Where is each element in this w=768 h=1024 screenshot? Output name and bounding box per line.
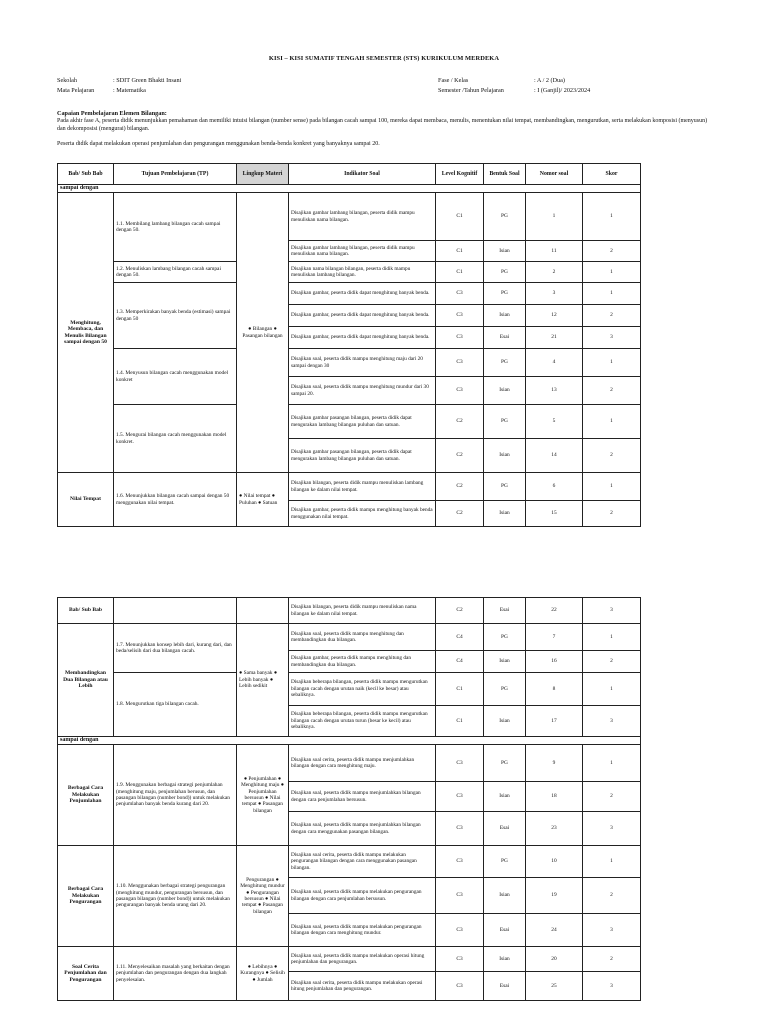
- header-bab-continued: Bab/ Sub Bab: [58, 598, 114, 624]
- level-cell: C1: [436, 673, 484, 706]
- skor-cell: 1: [583, 283, 641, 305]
- level-cell: C3: [436, 305, 484, 327]
- section-label: sampai dengan: [58, 737, 641, 745]
- indikator-cell: Disajikan bilangan, peserta didik mampu menuliskan nama bilangan ke dalam nilai tempat.: [289, 598, 436, 624]
- empty-lm-cell: [237, 598, 289, 624]
- bentuk-cell: PG: [484, 283, 526, 305]
- nomor-cell: 5: [526, 405, 583, 439]
- skor-cell: 1: [583, 673, 641, 706]
- indikator-cell: Disajikan bilangan, peserta didik mampu menuliskan lambang bilangan ke dalam nilai tempat.: [289, 473, 436, 501]
- level-cell: C3: [436, 349, 484, 377]
- tp-1-8: 1.8. Mengurutkan tiga bilangan cacah.: [114, 673, 237, 737]
- tp-1-10: 1.10. Menggunakan berbagai strategi pengurangan (menghitung mundur, pengurangan bersusun, dan pasangan bilangan (number bond)) untuk melakukan pengurangan banyak benda urang dari 20.: [114, 846, 237, 947]
- indikator-cell: Disajikan soal, peserta didik mampu melakukan pengurangan bilangan dengan cara penjumlahan bersusun.: [289, 878, 436, 914]
- nomor-cell: 1: [526, 193, 583, 241]
- header-lingkup-materi: Lingkup Materi: [237, 164, 289, 185]
- skor-cell: 3: [583, 972, 641, 1001]
- bentuk-cell: Esai: [484, 598, 526, 624]
- indikator-cell: Disajikan gambar lambang bilangan, peserta didik mampu menuliskan nama bilangan.: [289, 241, 436, 262]
- bab-membandingkan: Membandingkan Dua Bilangan atau Lebih: [58, 624, 114, 737]
- nomor-cell: 10: [526, 846, 583, 878]
- indikator-cell: Disajikan soal cerita, peserta didik mampu menjumlahkan bilangan dengan cara menghitung maju.: [289, 745, 436, 782]
- skor-cell: 1: [583, 193, 641, 241]
- skor-cell: 2: [583, 651, 641, 673]
- indikator-cell: Disajikan gambar lambang bilangan, peserta didik mampu menuliskan nama bilangan.: [289, 193, 436, 241]
- nomor-cell: 16: [526, 651, 583, 673]
- fase-value: : A / 2 (Dua): [534, 77, 565, 84]
- bentuk-cell: Isian: [484, 782, 526, 812]
- mapel-label: Mata Pelajaran: [57, 87, 95, 94]
- semester-label: Semester /Tahun Pelajaran: [438, 87, 504, 94]
- bentuk-cell: Esai: [484, 812, 526, 846]
- level-cell: C3: [436, 914, 484, 947]
- skor-cell: 1: [583, 262, 641, 283]
- nomor-cell: 4: [526, 349, 583, 377]
- nomor-cell: 17: [526, 706, 583, 737]
- nomor-cell: 25: [526, 972, 583, 1001]
- cp-text: Pada akhir fase A, peserta didik menunjukkan pemahaman dan memiliki intuisi bilangan (number sense) pada bilangan cacah sampai 100, mereka dapat membaca, menulis, menentukan nilai tempat, membandingkan, mengurutkan, serta melakukan komposisi (menyusun) dan dekomposisi (mengurai) bilangan.: [57, 118, 708, 132]
- sekolah-label: Sekolah: [57, 77, 77, 84]
- indikator-cell: Disajikan gambar, peserta didik mampu menghitung dan membandingkan dua bilangan.: [289, 651, 436, 673]
- nomor-cell: 20: [526, 947, 583, 972]
- bentuk-cell: Isian: [484, 947, 526, 972]
- level-cell: C2: [436, 598, 484, 624]
- nomor-cell: 8: [526, 673, 583, 706]
- level-cell: C4: [436, 624, 484, 651]
- nomor-cell: 22: [526, 598, 583, 624]
- level-cell: C3: [436, 745, 484, 782]
- indikator-cell: Disajikan soal, peserta didik mampu melakukan pengurangan bilangan dengan cara menghitung mundur.: [289, 914, 436, 947]
- nomor-cell: 19: [526, 878, 583, 914]
- bentuk-cell: Isian: [484, 501, 526, 527]
- bentuk-cell: PG: [484, 673, 526, 706]
- bentuk-cell: PG: [484, 846, 526, 878]
- indikator-cell: Disajikan gambar, peserta didik dapat menghitung banyak benda.: [289, 327, 436, 349]
- skor-cell: 1: [583, 846, 641, 878]
- bab-pengurangan: Berbagai Cara Melakukan Pengurangan: [58, 846, 114, 947]
- level-cell: C1: [436, 241, 484, 262]
- level-cell: C3: [436, 782, 484, 812]
- level-cell: C3: [436, 377, 484, 405]
- nomor-cell: 21: [526, 327, 583, 349]
- indikator-cell: Disajikan soal cerita, peserta didik mampu melakukan pengurangan bilangan dengan cara menggunakan pasangan bilangan.: [289, 846, 436, 878]
- lingkup-materi-soal-cerita: ● Lebihnya ● Kurangnya ● Selisih ● Jumlah: [237, 947, 289, 1001]
- tp-1-7: 1.7. Menunjukkan konsep lebih dari, kurang dari, dan beda/selisih dari dua bilangan cacah.: [114, 624, 237, 673]
- skor-cell: 3: [583, 327, 641, 349]
- indikator-cell: Disajikan soal, peserta didik mampu menjumlahkan bilangan dengan cara penjumlahan bersusun.: [289, 782, 436, 812]
- kisi-table-2: [57, 597, 641, 1001]
- skor-cell: 2: [583, 501, 641, 527]
- header-bentuk-soal: Bentuk Soal: [484, 164, 526, 185]
- bab-penjumlahan: Berbagai Cara Melakukan Penjumlahan: [58, 745, 114, 846]
- indikator-cell: Disajikan soal, peserta didik mampu menghitung maju dari 20 sampai dengan 30: [289, 349, 436, 377]
- level-cell: C3: [436, 947, 484, 972]
- skor-cell: 1: [583, 624, 641, 651]
- lingkup-materi-pengurangan: Pengurangan ● Menghitung mundur ● Pengurangan bersusun ● Nilai tempat ● Pasangan bilangan: [237, 846, 289, 947]
- nomor-cell: 6: [526, 473, 583, 501]
- bentuk-cell: PG: [484, 193, 526, 241]
- level-cell: C3: [436, 283, 484, 305]
- bab-menghitung: Menghitung, Membaca, dan Menulis Bilangan sampai dengan 50: [58, 193, 114, 473]
- lingkup-materi-membandingkan: ● Sama banyak ● Lebih banyak ● Lebih sedikit: [237, 624, 289, 737]
- nomor-cell: 24: [526, 914, 583, 947]
- nomor-cell: 12: [526, 305, 583, 327]
- cp-text-2: Peserta didik dapat melakukan operasi penjumlahan dan pengurangan menggunakan benda-benda konkret yang banyaknya sampai 20.: [57, 141, 380, 147]
- level-cell: C1: [436, 706, 484, 737]
- header-bab: Bab/ Sub Bab: [58, 164, 114, 185]
- level-cell: C3: [436, 812, 484, 846]
- bentuk-cell: PG: [484, 405, 526, 439]
- tp-1-5: 1.5. Mengurai bilangan cacah menggunakan model konkret.: [114, 405, 237, 473]
- level-cell: C3: [436, 327, 484, 349]
- indikator-cell: Disajikan gambar pasangan bilangan, peserta didik dapat mengurakan lambang bilangan puluhan dan satuan.: [289, 439, 436, 473]
- tp-1-11: 1.11. Menyelesaikan masalah yang berkaitan dengan penjumlahan dan pengurangan dengan dua langkah penyelesaian.: [114, 947, 237, 1001]
- nomor-cell: 23: [526, 812, 583, 846]
- header-nomor-soal: Nomor soal: [526, 164, 583, 185]
- level-cell: C1: [436, 262, 484, 283]
- skor-cell: 1: [583, 349, 641, 377]
- cp-title: Capaian Pembelajaran Elemen Bilangan:: [57, 110, 167, 117]
- indikator-cell: Disajikan soal, peserta didik mampu menghitung mundur dari 30 sampai 20.: [289, 377, 436, 405]
- bentuk-cell: Isian: [484, 878, 526, 914]
- bentuk-cell: PG: [484, 262, 526, 283]
- bentuk-cell: PG: [484, 473, 526, 501]
- level-cell: C3: [436, 878, 484, 914]
- bentuk-cell: Esai: [484, 972, 526, 1001]
- bentuk-cell: Esai: [484, 914, 526, 947]
- level-cell: C2: [436, 439, 484, 473]
- nomor-cell: 18: [526, 782, 583, 812]
- lingkup-materi-bilangan: ● Bilangan ● Pasangan bilangan: [237, 193, 289, 473]
- header-tp: Tujuan Pembelajaran (TP): [114, 164, 237, 185]
- level-cell: C2: [436, 473, 484, 501]
- level-cell: C2: [436, 405, 484, 439]
- fase-label: Fase / Kelas: [438, 77, 469, 84]
- indikator-cell: Disajikan beberapa bilangan, peserta didik mampu mengurutkan bilangan cacah dengan urutan turun (besar ke kecil) atau sebaliknya.: [289, 706, 436, 737]
- semester-value: : I (Ganjil)/ 2023/2024: [534, 87, 591, 94]
- bentuk-cell: Isian: [484, 241, 526, 262]
- nomor-cell: 14: [526, 439, 583, 473]
- tp-1-9: 1.9. Menggunakan berbagai strategi penjumlahan (menghitung maju, penjumlahan berusun, dan pasangan bilangan (number bond)) untuk melakukan penjumlahan banyak benda kurang dari 20.: [114, 745, 237, 846]
- skor-cell: 3: [583, 598, 641, 624]
- bentuk-cell: Isian: [484, 439, 526, 473]
- header-indikator: Indikator Soal: [289, 164, 436, 185]
- header-level-kognitif: Level Kognitif: [436, 164, 484, 185]
- tp-1-1: 1.1. Membilang lambang bilangan cacah sampai dengan 50.: [114, 193, 237, 262]
- indikator-cell: Disajikan gambar pasangan bilangan, peserta didik dapat mengurakan lambang bilangan puluhan dan satuan.: [289, 405, 436, 439]
- skor-cell: 1: [583, 405, 641, 439]
- level-cell: C4: [436, 651, 484, 673]
- nomor-cell: 11: [526, 241, 583, 262]
- mapel-value: : Matematika: [113, 87, 146, 94]
- indikator-cell: Disajikan soal, peserta didik mampu menjumlahkan bilangan dengan cara menggunakan pasangan bilangan.: [289, 812, 436, 846]
- bentuk-cell: PG: [484, 624, 526, 651]
- lingkup-materi-nilai-tempat: ● Nilai tempat ● Puluhan ● Satuan: [237, 473, 289, 527]
- tp-1-2: 1.2. Menuliskan lambang bilangan cacah sampai dengan 50.: [114, 262, 237, 283]
- bentuk-cell: Isian: [484, 706, 526, 737]
- indikator-cell: Disajikan beberapa bilangan, peserta didik mampu mengurutkan bilangan cacah dengan urutan naik (kecil ke besar) atau sebaliknya.: [289, 673, 436, 706]
- bab-soal-cerita: Soal Cerita Penjumlahan dan Pengurangan: [58, 947, 114, 1001]
- bentuk-cell: PG: [484, 745, 526, 782]
- skor-cell: 2: [583, 947, 641, 972]
- document-title: KISI – KISI SUMATIF TENGAH SEMESTER (STS) KURIKULUM MERDEKA: [268, 55, 500, 62]
- skor-cell: 2: [583, 782, 641, 812]
- header-skor: Skor: [583, 164, 641, 185]
- indikator-cell: Disajikan nama bilangan bilangan, peserta didik mampu menuliskan lambang bilangan.: [289, 262, 436, 283]
- skor-cell: 1: [583, 473, 641, 501]
- kisi-table-1: [57, 163, 641, 527]
- skor-cell: 2: [583, 305, 641, 327]
- bab-nilai-tempat: Nilai Tempat: [58, 473, 114, 527]
- nomor-cell: 2: [526, 262, 583, 283]
- indikator-cell: Disajikan gambar, peserta didik mampu menghitung banyak benda menggunakan nilai tempat.: [289, 501, 436, 527]
- sekolah-value: : SDIT Green Bhakti Insani: [113, 77, 182, 84]
- skor-cell: 1: [583, 745, 641, 782]
- tp-1-4: 1.4. Menyusun bilangan cacah menggunakan model konkret: [114, 349, 237, 405]
- section-label: sampai dengan: [58, 185, 641, 193]
- skor-cell: 3: [583, 914, 641, 947]
- bentuk-cell: Esai: [484, 327, 526, 349]
- empty-tp-cell: [114, 598, 237, 624]
- skor-cell: 2: [583, 878, 641, 914]
- indikator-cell: Disajikan soal, peserta didik mampu menghitung dan membandingkan dua bilangan.: [289, 624, 436, 651]
- bentuk-cell: Isian: [484, 651, 526, 673]
- level-cell: C2: [436, 501, 484, 527]
- skor-cell: 2: [583, 439, 641, 473]
- lingkup-materi-penjumlahan: ● Penjumlahan ● Menghitung maju ● Penjumlahan bersusun ● Nilai tempat ● Pasangan bilangan: [237, 745, 289, 846]
- indikator-cell: Disajikan gambar, peserta didik dapat menghitung banyak benda.: [289, 305, 436, 327]
- bentuk-cell: Isian: [484, 377, 526, 405]
- bentuk-cell: PG: [484, 349, 526, 377]
- nomor-cell: 15: [526, 501, 583, 527]
- level-cell: C3: [436, 846, 484, 878]
- nomor-cell: 3: [526, 283, 583, 305]
- indikator-cell: Disajikan soal cerita, peserta didik mampu melakukan operasi hitung penjumlahan dan pengurangan.: [289, 972, 436, 1001]
- bentuk-cell: Isian: [484, 305, 526, 327]
- level-cell: C3: [436, 972, 484, 1001]
- nomor-cell: 13: [526, 377, 583, 405]
- skor-cell: 3: [583, 812, 641, 846]
- skor-cell: 3: [583, 706, 641, 737]
- nomor-cell: 9: [526, 745, 583, 782]
- level-cell: C1: [436, 193, 484, 241]
- skor-cell: 2: [583, 241, 641, 262]
- skor-cell: 2: [583, 377, 641, 405]
- indikator-cell: Disajikan soal, peserta didik mampu melakukan operasi hitung penjumlahan dan pengurangan.: [289, 947, 436, 972]
- indikator-cell: Disajikan gambar, peserta didik dapat menghitung banyak benda.: [289, 283, 436, 305]
- tp-1-6: 1.6. Menunjukkan bilangan cacah sampai dengan 50 menggunakan nilai tempat.: [114, 473, 237, 527]
- tp-1-3: 1.3. Memperkirakan banyak benda (estimasi) sampai dengan 50: [114, 283, 237, 349]
- nomor-cell: 7: [526, 624, 583, 651]
